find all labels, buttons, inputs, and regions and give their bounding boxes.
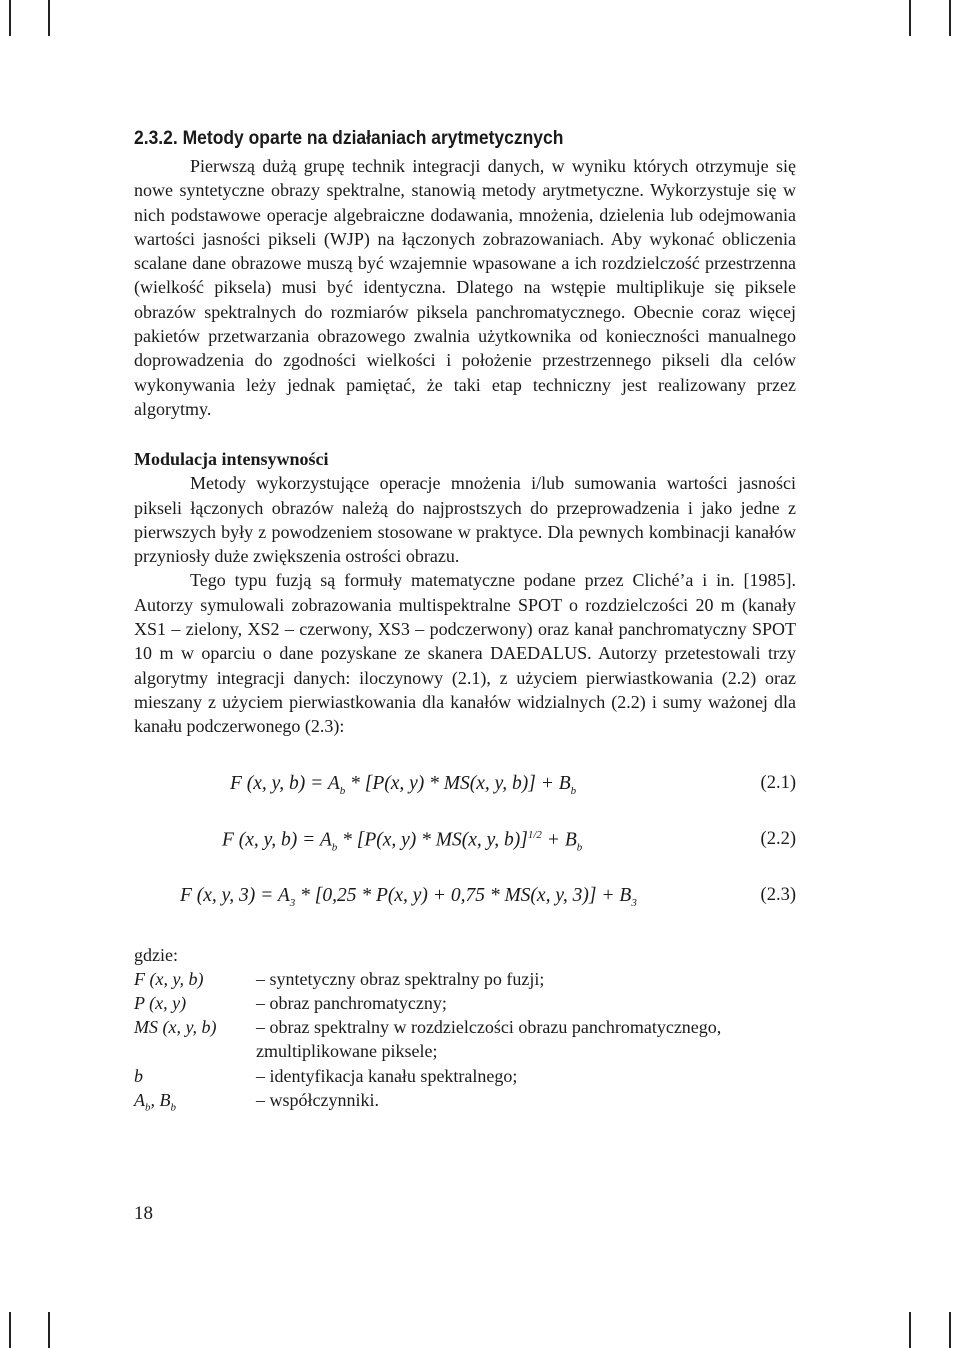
crop-mark-top-right-vertical — [909, 0, 911, 36]
definition-row — [134, 1088, 796, 1120]
definition-description: – obraz panchromatyczny; — [256, 992, 447, 1013]
definition-term: P (x, y) — [134, 992, 187, 1013]
formula-expression: F (x, y, $3) = A_3 * [0,25 * P(x$, y) + 0,75 * MS(x, y, $3)] + B_3$ — [180, 884, 637, 909]
page-number: 18 — [134, 1203, 153, 1224]
definition-description: – współczynniki. — [256, 1090, 379, 1111]
definition-term: $A_b$, $B_b$ — [134, 1090, 176, 1114]
crop-mark-top-left-vertical — [48, 0, 50, 36]
subsection-paragraph-2: Tego typu fuzją są formuły matematyczne podane przez Cliché’a i in. [1985]. Autorzy symulowali zobrazowania multispektralne SPOT o rozdzielczości 20 m (kanały XS1 – zielony, XS2 – czerwony, XS3 – podczerwony) oraz kanał panchromatyczny SPOT 10 m w oparciu o dane pozyskane ze skanera DAEDALUS. Autorzy przetestowali trzy algorytmy integracji danych: iloczynowy (2.1), z użyciem pierwiastkowania (2.2) oraz mieszany z użyciem pierwiastkowania dla kanałów widzialnych (2.2) i sumy ważonej dla kanału podczerwonego (2.3): — [134, 570, 796, 737]
definition-term: F (x, y, b) — [134, 968, 204, 989]
formula-expression: F (x, y, $b) = A_b * [P(x$, y) * MS(x, y, $b)] + B_b$ — [230, 772, 577, 797]
formula-2-3 — [134, 885, 796, 941]
page-content — [134, 128, 796, 1120]
section-paragraph: Pierwszą dużą grupę technik integracji danych, w wyniku których otrzymuje się nowe syntetyczne obrazy spektralne, stanowią metody arytmetyczne. Wykorzystuje się w nich podstawowe operacje algebraiczne dodawania, mnożenia, dzielenia lub odejmowania wartości jasności pikseli (WJP) na łączonych zobrazowaniach. Aby wykonać obliczenia scalane dane obrazowe muszą być wzajemnie wpasowane a ich rozdzielczość przestrzenna (wielkość piksela) musi być identyczna. Dlatego na wstępie multiplikuje się piksele obrazów spektralnych do rozmiarów piksela panchromatycznego. Obecnie coraz więcej pakietów przetwarzania obrazowego zwalnia użytkownika od konieczności manualnego doprowadzenia do zgodności wielkości i położenie przestrzennego pikseli dla celów wykonywania leży jednak pamiętać, że taki etap techniczny jest realizowany przez algorytmy. — [134, 156, 796, 419]
definition-row — [134, 1064, 796, 1088]
spacer — [134, 421, 796, 447]
crop-mark-top-left-vertical-2 — [9, 0, 11, 36]
definition-term: b — [134, 1065, 143, 1086]
subsection-heading: Modulacja intensywności — [134, 449, 329, 470]
definition-row — [134, 967, 796, 991]
definitions-intro: gdzie: — [134, 944, 178, 965]
crop-mark-bottom-left-vertical-2 — [9, 1312, 11, 1348]
definition-row — [134, 991, 796, 1015]
subsection-paragraph-1: Metody wykorzystujące operacje mnożenia i/lub sumowania wartości jasności pikseli łączonych obrazów należą do najprostszych do przeprowadzenia i jako jedne z pierwszych były z powodzeniem stosowane w praktyce. Dla pewnych kombinacji kanałów przyniosły duże zwiększenia ostrości obrazu. — [134, 473, 796, 567]
definition-description: – syntetyczny obraz spektralny po fuzji; — [256, 968, 545, 989]
definition-description: – obraz spektralny w rozdzielczości obrazu panchromatycznego, zmultiplikowane piksele; — [256, 1017, 722, 1062]
definition-row — [134, 1015, 796, 1064]
crop-mark-bottom-right-vertical-2 — [949, 1312, 951, 1348]
formula-2-1 — [134, 773, 796, 829]
crop-mark-top-right-vertical-2 — [949, 0, 951, 36]
crop-mark-bottom-right-vertical — [909, 1312, 911, 1348]
formula-number: (2.1) — [760, 772, 796, 793]
formula-number: (2.2) — [760, 828, 796, 849]
crop-mark-bottom-left-vertical — [48, 1312, 50, 1348]
formula-number: (2.3) — [760, 884, 796, 905]
definition-description: – identyfikacja kanału spektralnego; — [256, 1065, 518, 1086]
section-title: 2.3.2. Metody oparte na działaniach arytmetycznych — [134, 128, 564, 149]
spacer — [134, 739, 796, 773]
formula-expression: F (x, y, $b) = A_b * [P(x$, y) * MS(x, y, $b)]^{1/2} + B_b$ — [222, 828, 583, 853]
formula-2-2 — [134, 829, 796, 885]
definition-term: MS (x, y, b) — [134, 1017, 217, 1038]
